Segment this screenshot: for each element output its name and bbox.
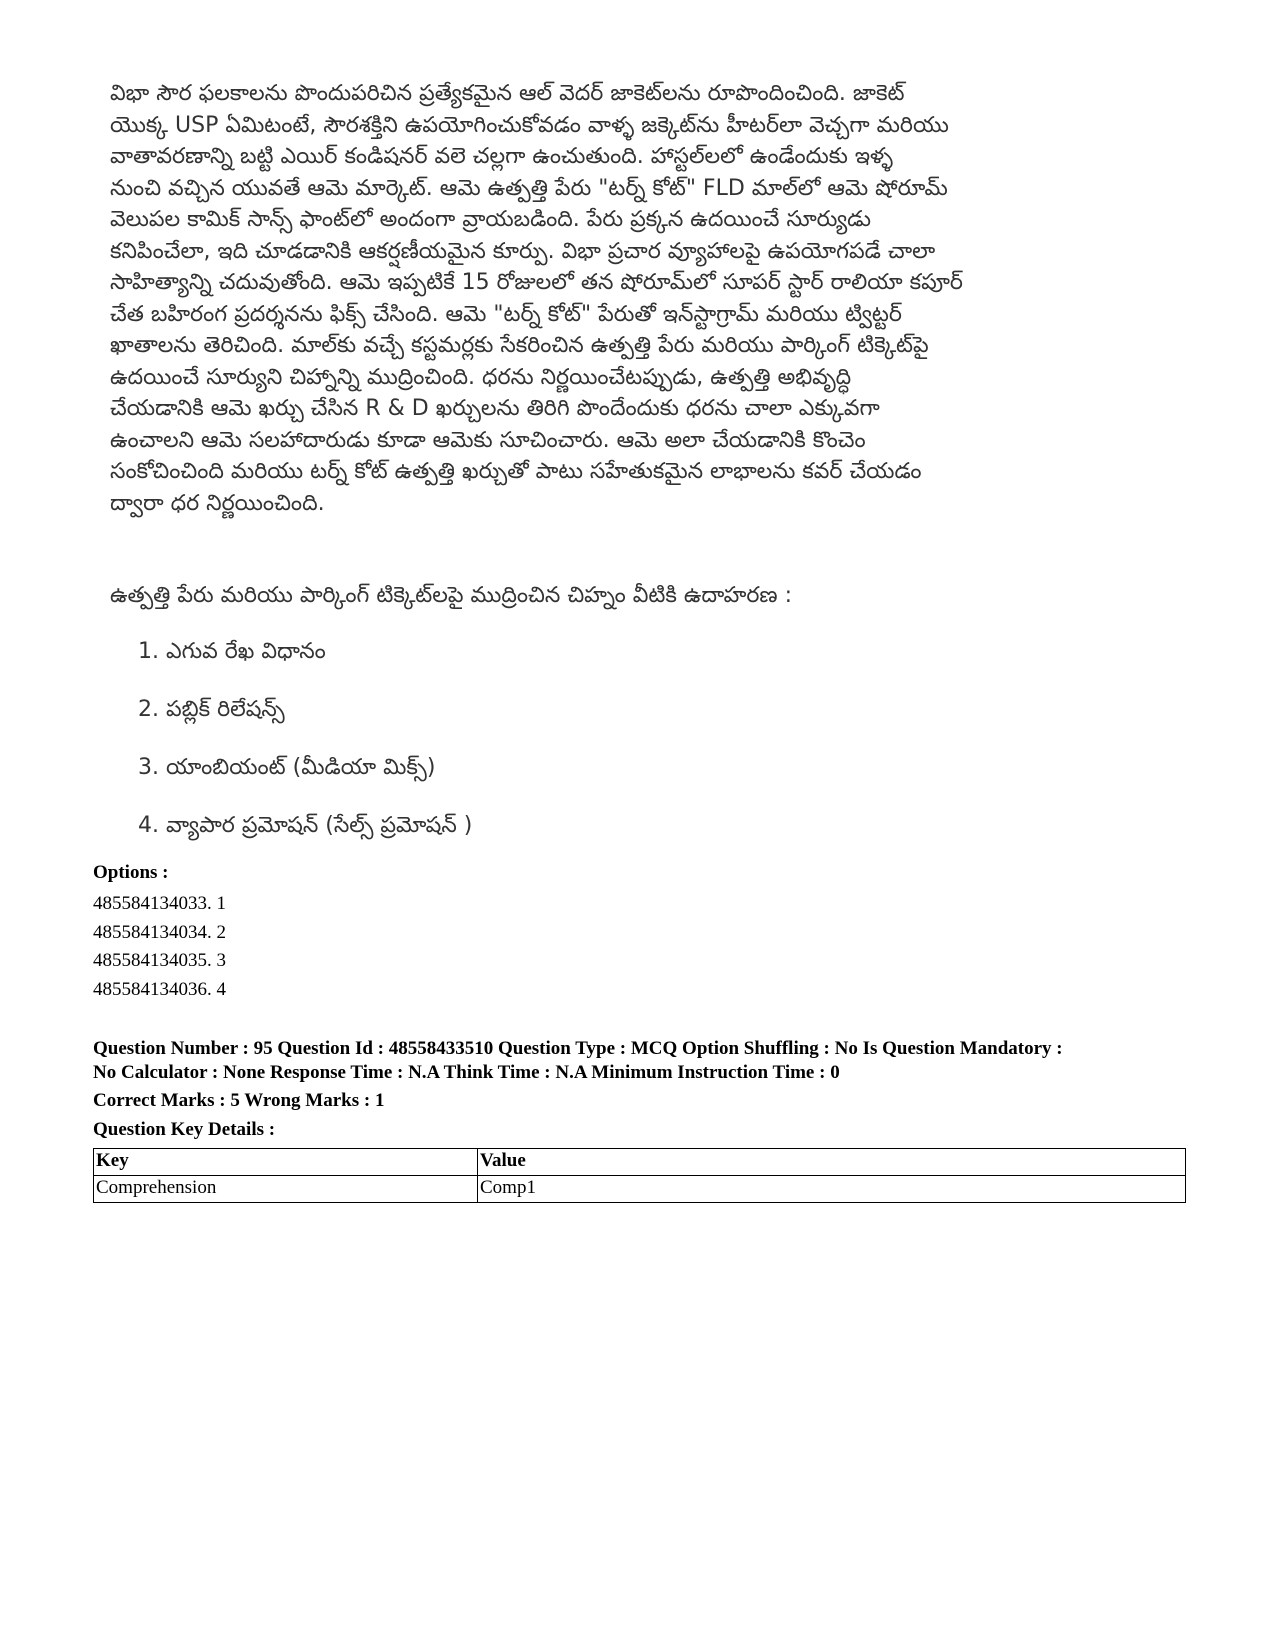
question-meta-line: No Calculator : None Response Time : N.A Think Time : N.A Minimum Instruction Time : 0 [93,1062,840,1083]
key-details-title: Question Key Details : [93,1119,276,1140]
table-row [94,1176,1186,1203]
passage-line: సంకోచించింది మరియు టర్న్ కోట్ ఉత్పత్తి ఖర్చుతో పాటు సహేతుకమైన లాభాలను కవర్ చేయడం [110,459,922,484]
option-item: 485584134036. 4 [93,978,226,1000]
passage-line: చేత బహిరంగ ప్రదర్శనను ఫిక్స్ చేసింది. ఆమె "టర్న్ కోట్" పేరుతో ఇన్‌స్టాగ్రామ్ మరియు ట్విట్టర్ [110,301,902,327]
passage-line: యొక్క USP ఏమిటంటే, సౌరశక్తిని ఉపయోగించుకోవడం వాళ్ళ జక్కెట్‌ను హీటర్‌లా వెచ్చగా మరియు [110,112,949,138]
table-header-cell: Key [94,1149,478,1176]
passage-line: నుంచి వచ్చిన యువతే ఆమె మార్కెట్. ఆమె ఉత్పత్తి పేరు "టర్న్ కోట్" FLD మాల్‌లో ఆమె షోరూమ్ [110,175,948,201]
options-list [93,890,226,1004]
choice-item: 4. వ్యాపార ప్రమోషన్ (సేల్స్ ప్రమోషన్ ) [138,813,473,838]
question-text: ఉత్పత్తి పేరు మరియు పార్కింగ్ టిక్కెట్‌లపై ముద్రించిన చిహ్నం వీటికి ఉదాహరణ : [110,583,792,608]
option-item: 485584134034. 2 [93,921,226,943]
option-item: 485584134033. 1 [93,893,226,914]
passage-line: విభా సౌర ఫలకాలను పొందుపరిచిన ప్రత్యేకమైన ఆల్ వెదర్ జాకెట్‌లను రూపొందించింది. జాకెట్ [110,81,905,106]
table-cell: Comprehension [94,1176,478,1203]
passage-line: కనిపించేలా, ఇది చూడడానికి ఆకర్షణీయమైన కూర్పు. విభా ప్రచార వ్యూహాలపై ఉపయోగపడే చాలా [110,238,936,264]
passage-line: చేయడానికి ఆమె ఖర్చు చేసిన R & D ఖర్చులను తిరిగి పొందేందుకు ధరను చాలా ఎక్కువగా [110,396,880,421]
choice-item: 3. యాంబియంట్ (మీడియా మిక్స్) [138,755,436,780]
table-header-cell: Value [478,1149,1186,1176]
options-title: Options : [93,862,169,883]
passage-line: సాహిత్యాన్ని చదువుతోంది. ఆమె ఇప్పటికే 15 రోజులలో తన షోరూమ్‌లో సూపర్ స్టార్ రాలియా కపూర్ [110,270,963,295]
table-cell: Comp1 [478,1176,1186,1203]
passage-line: ఉంచాలని ఆమె సలహాదారుడు కూడా ఆమెకు సూచించారు. ఆమె అలా చేయడానికి కొంచెం [110,427,866,453]
passage [110,78,1160,519]
table-header-row [94,1149,1186,1176]
option-item: 485584134035. 3 [93,950,226,971]
question-meta-line: Question Number : 95 Question Id : 48558433510 Question Type : MCQ Option Shuffling : No Is Question Mandatory : [93,1038,1063,1059]
passage-line: ద్వారా ధర నిర్ణయించింది. [110,490,325,516]
choice-list [138,636,472,868]
key-details-table [93,1148,1186,1203]
marks-line: Correct Marks : 5 Wrong Marks : 1 [93,1090,385,1111]
passage-line: ఖాతాలను తెరిచింది. మాల్‌కు వచ్చే కస్టమర్లకు సేకరించిన ఉత్పత్తి పేరు మరియు పార్కింగ్ టిక్కెట్‌పై [110,333,929,358]
passage-line: వాతావరణాన్ని బట్టి ఎయిర్ కండిషనర్ వలె చల్లగా ఉంచుతుంది. హాస్టల్‌లలో ఉండేందుకు ఇళ్ళ [110,144,894,169]
choice-item: 2. పబ్లిక్ రిలేషన్స్ [138,697,285,722]
passage-line: వెలుపల కామిక్ సాన్స్ ఫాంట్‌లో అందంగా వ్రాయబడింది. పేరు ప్రక్కన ఉదయించే సూర్యుడు [110,207,872,232]
question-meta [93,1037,1193,1085]
choice-item: 1. ఎగువ రేఖ విధానం [138,639,326,664]
passage-line: ఉదయించే సూర్యుని చిహ్నాన్ని ముద్రించింది. ధరను నిర్ణయించేటప్పుడు, ఉత్పత్తి అభివృద్ధి [110,364,852,390]
